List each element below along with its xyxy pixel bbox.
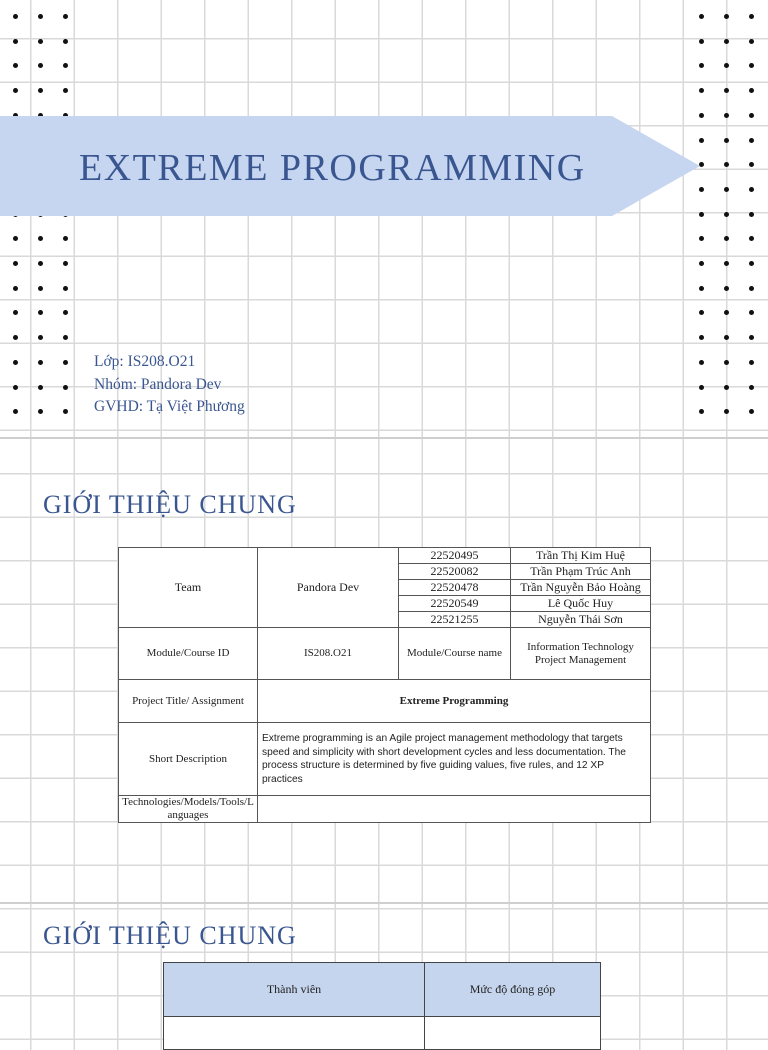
table-cell <box>425 1017 601 1050</box>
decor-dot <box>38 261 43 266</box>
module-id-label: Module/Course ID <box>119 628 258 680</box>
decor-dot <box>699 88 704 93</box>
decor-dot <box>63 14 68 19</box>
decor-dot <box>63 286 68 291</box>
decor-dot <box>13 261 18 266</box>
member-id: 22520082 <box>399 564 511 580</box>
decor-dot <box>724 162 729 167</box>
decor-dot <box>13 63 18 68</box>
decor-dot <box>724 236 729 241</box>
decor-dot <box>749 212 754 217</box>
decor-dot <box>724 310 729 315</box>
decor-dot <box>38 335 43 340</box>
decor-dot <box>38 63 43 68</box>
member-id: 22520495 <box>399 548 511 564</box>
class-label: Lớp: IS208.O21 <box>94 353 196 370</box>
table-row <box>119 628 651 680</box>
team-name: Pandora Dev <box>258 548 399 628</box>
decor-dot <box>38 310 43 315</box>
decor-dot <box>699 360 704 365</box>
member-id: 22520478 <box>399 580 511 596</box>
decor-dot <box>724 14 729 19</box>
decor-dot <box>13 310 18 315</box>
decor-dot <box>699 310 704 315</box>
decor-dot <box>63 39 68 44</box>
instructor-label: GVHD: Tạ Việt Phương <box>94 398 245 415</box>
member-name: Nguyễn Thái Sơn <box>511 612 651 628</box>
decor-dot <box>749 310 754 315</box>
decor-dot <box>699 385 704 390</box>
decor-dot <box>38 385 43 390</box>
decor-dot <box>63 409 68 414</box>
decor-dot <box>63 335 68 340</box>
decor-dot <box>749 261 754 266</box>
member-id: 22521255 <box>399 612 511 628</box>
short-description-value: Extreme programming is an Agile project management methodology that targets speed and simplicity with short development cycles and less documentation. The process structure is determined by five guiding values, five rules, and 12 XP practices <box>258 723 651 796</box>
decor-dot <box>13 39 18 44</box>
decor-dot <box>63 261 68 266</box>
table-row <box>164 1017 601 1050</box>
decor-dot <box>63 310 68 315</box>
decor-dot <box>749 88 754 93</box>
decor-dot <box>724 113 729 118</box>
decor-dot <box>749 335 754 340</box>
member-name: Lê Quốc Huy <box>511 596 651 612</box>
decor-dot <box>38 409 43 414</box>
decor-dot <box>749 14 754 19</box>
decor-dot <box>749 360 754 365</box>
decor-dot <box>749 187 754 192</box>
decor-dot <box>724 409 729 414</box>
section-heading: GIỚI THIỆU CHUNG <box>43 921 297 950</box>
decor-dot <box>699 63 704 68</box>
project-info-table <box>118 547 651 823</box>
decor-dot <box>63 88 68 93</box>
decor-dot <box>749 113 754 118</box>
column-header-contribution: Mức độ đóng góp <box>425 963 601 1017</box>
technologies-label: Technologies/Models/Tools/Languages <box>119 796 258 823</box>
table-row <box>119 680 651 723</box>
decor-dot <box>38 39 43 44</box>
table-header-row <box>164 963 601 1017</box>
decor-dot <box>13 14 18 19</box>
decor-dot <box>63 360 68 365</box>
decor-dot <box>38 286 43 291</box>
cover-info <box>94 351 245 419</box>
decor-dot <box>724 261 729 266</box>
decor-dot <box>749 162 754 167</box>
decor-dot <box>749 138 754 143</box>
decor-dot <box>699 261 704 266</box>
decor-dot <box>699 39 704 44</box>
section-heading: GIỚI THIỆU CHUNG <box>43 490 297 519</box>
slide-separator <box>0 437 768 439</box>
group-label: Nhóm: Pandora Dev <box>94 375 222 393</box>
decor-dot <box>63 63 68 68</box>
decor-dot <box>724 138 729 143</box>
decor-dot <box>13 360 18 365</box>
module-name-value: Information Technology Project Management <box>511 628 651 680</box>
decor-dot <box>749 409 754 414</box>
decor-dot <box>724 385 729 390</box>
column-header-member: Thành viên <box>164 963 425 1017</box>
decor-dot <box>38 14 43 19</box>
decor-dot <box>13 409 18 414</box>
table-cell <box>164 1017 425 1050</box>
member-name: Trần Phạm Trúc Anh <box>511 564 651 580</box>
module-name-label: Module/Course name <box>399 628 511 680</box>
decor-dot <box>699 286 704 291</box>
project-title-value: Extreme Programming <box>258 680 651 723</box>
table-row <box>119 548 651 564</box>
decor-dot <box>699 14 704 19</box>
cover-slide <box>0 0 768 435</box>
decor-dot <box>38 88 43 93</box>
decor-dot <box>699 335 704 340</box>
decor-dot <box>63 385 68 390</box>
decor-dot <box>724 63 729 68</box>
module-id-value: IS208.O21 <box>258 628 399 680</box>
technologies-value <box>258 796 651 823</box>
cover-title: EXTREME PROGRAMMING <box>79 147 586 189</box>
decor-dot <box>724 39 729 44</box>
decor-dot <box>13 286 18 291</box>
decor-dot <box>38 236 43 241</box>
decor-dot <box>699 409 704 414</box>
decor-dot <box>724 187 729 192</box>
decor-dot <box>724 212 729 217</box>
project-title-label: Project Title/ Assignment <box>119 680 258 723</box>
decor-dot <box>13 88 18 93</box>
decor-dot <box>63 236 68 241</box>
decor-dot <box>749 286 754 291</box>
decor-dot <box>13 385 18 390</box>
decor-dot <box>749 39 754 44</box>
contribution-table <box>163 962 601 1050</box>
member-name: Trần Thị Kim Huệ <box>511 548 651 564</box>
member-id: 22520549 <box>399 596 511 612</box>
table-row <box>119 796 651 823</box>
decor-dot <box>38 360 43 365</box>
decor-dot <box>749 63 754 68</box>
table-row <box>119 723 651 796</box>
decor-dot <box>13 236 18 241</box>
decor-dot <box>724 335 729 340</box>
decor-dot <box>724 286 729 291</box>
decor-dot <box>724 360 729 365</box>
decor-dot <box>749 385 754 390</box>
team-label: Team <box>119 548 258 628</box>
decor-dot <box>724 88 729 93</box>
decor-dot <box>699 236 704 241</box>
slide-separator <box>0 902 768 904</box>
short-description-label: Short Description <box>119 723 258 796</box>
member-name: Trần Nguyễn Bảo Hoàng <box>511 580 651 596</box>
decor-dot <box>13 335 18 340</box>
decor-dot <box>749 236 754 241</box>
